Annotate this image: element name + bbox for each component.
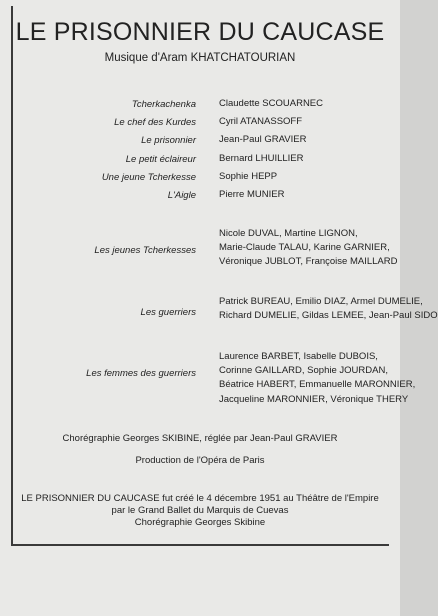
role-label: Le petit éclaireur xyxy=(125,154,196,165)
dancer-name: Claudette SCOUARNEC xyxy=(219,98,324,109)
premiere-note xyxy=(0,493,400,529)
role-label: Le prisonnier xyxy=(141,135,196,146)
dancer-line: Véronique JUBLOT, Françoise MAILLARD xyxy=(219,256,398,268)
dancer-name: Pierre MUNIER xyxy=(219,189,285,200)
dancer-line: Laurence BARBET, Isabelle DUBOIS, xyxy=(219,351,378,362)
dancer-list xyxy=(219,227,397,270)
dancer-line: Richard DUMELIE, Gildas LEMEE, Jean-Paul SIDO xyxy=(219,310,438,322)
dancer-list xyxy=(219,295,438,323)
role-label: Les guerriers xyxy=(140,307,196,318)
composer-credit: Musique d'Aram KHATCHATOURIAN xyxy=(104,52,296,64)
dancer-line: Corinne GAILLARD, Sophie JOURDAN, xyxy=(219,365,388,377)
dancer-name: Bernard LHUILLIER xyxy=(219,153,304,164)
dancer-list xyxy=(219,350,415,407)
dancer-line: Marie-Claude TALAU, Karine GARNIER, xyxy=(219,242,390,254)
dancer-name: Sophie HEPP xyxy=(219,171,278,182)
premiere-line: Chorégraphie Georges Skibine xyxy=(134,517,266,528)
dancer-name: Jean-Paul GRAVIER xyxy=(219,134,307,145)
dancer-name: Cyril ATANASSOFF xyxy=(219,116,303,127)
role-label: Les jeunes Tcherkesses xyxy=(94,245,196,256)
page-title: LE PRISONNIER DU CAUCASE xyxy=(15,18,385,46)
premiere-line: LE PRISONNIER DU CAUCASE fut créé le 4 décembre 1951 au Théâtre de l'Empire xyxy=(21,493,379,504)
role-label: Le chef des Kurdes xyxy=(114,117,196,128)
dancer-line: Patrick BUREAU, Emilio DIAZ, Armel DUMELIE, xyxy=(219,296,423,307)
choreography-credit: Chorégraphie Georges SKIBINE, réglée par Jean-Paul GRAVIER xyxy=(62,433,338,444)
premiere-line: par le Grand Ballet du Marquis de Cuevas xyxy=(111,505,289,516)
role-label: Une jeune Tcherkesse xyxy=(101,172,196,183)
role-label: Les femmes des guerriers xyxy=(86,368,196,379)
dancer-line: Nicole DUVAL, Martine LIGNON, xyxy=(219,228,358,239)
bottom-rule xyxy=(11,544,389,546)
role-label: L'Aigle xyxy=(167,190,196,201)
dancer-line: Béatrice HABERT, Emmanuelle MARONNIER, xyxy=(219,379,416,391)
dancer-line: Jacqueline MARONNIER, Véronique THERY xyxy=(219,393,409,405)
role-label: Tcherkachenka xyxy=(131,99,196,110)
production-credit: Production de l'Opéra de Paris xyxy=(135,455,265,466)
